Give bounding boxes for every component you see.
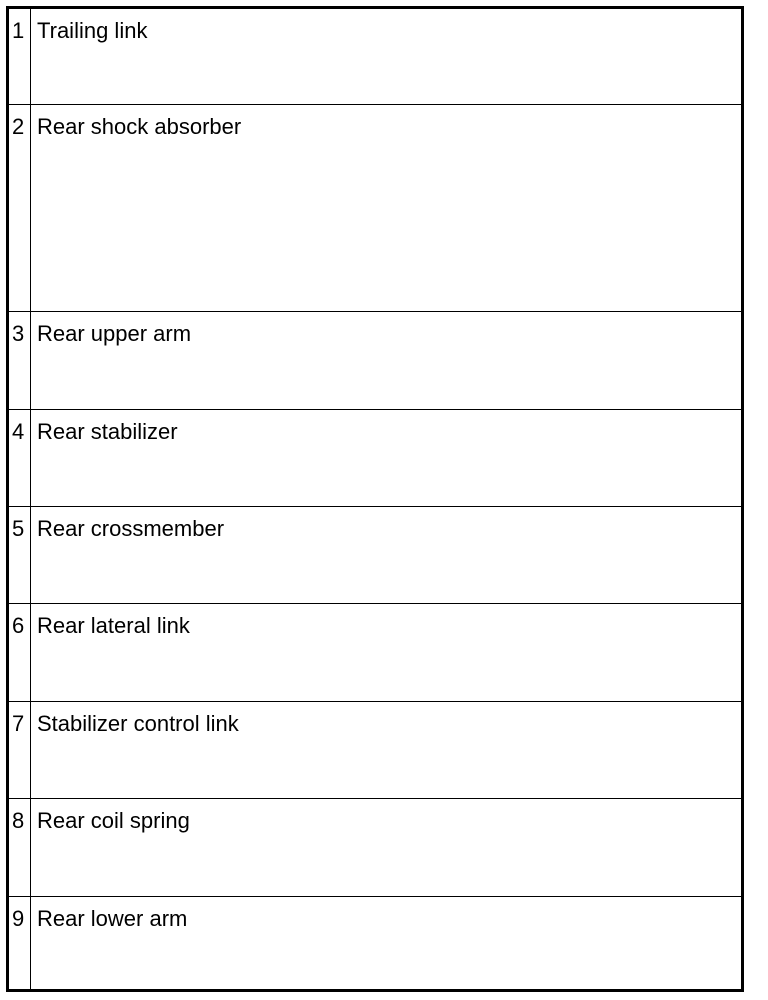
- part-name: Rear stabilizer: [37, 419, 178, 444]
- part-name: Rear crossmember: [37, 516, 225, 541]
- table-row: [9, 311, 741, 409]
- table-row: [9, 9, 741, 104]
- table-row: [9, 506, 741, 603]
- table-row: [9, 701, 741, 798]
- part-name: Rear coil spring: [37, 808, 190, 833]
- part-name: Rear lower arm: [37, 906, 188, 931]
- item-number-cell: [9, 507, 31, 603]
- table-row: [9, 104, 741, 311]
- part-name: Trailing link: [37, 18, 148, 43]
- item-number-cell: [9, 312, 31, 409]
- item-number: 4: [12, 419, 25, 444]
- item-number-cell: [9, 702, 31, 798]
- part-name: Rear upper arm: [37, 321, 192, 346]
- item-number-cell: [9, 9, 31, 104]
- item-number: 2: [12, 114, 25, 139]
- part-name: Stabilizer control link: [37, 711, 239, 736]
- table-row: [9, 798, 741, 896]
- table-row: [9, 896, 741, 989]
- item-number-cell: [9, 799, 31, 896]
- item-number: 7: [12, 711, 25, 736]
- item-number: 9: [12, 906, 25, 931]
- table-row: [9, 409, 741, 506]
- item-number-cell: [9, 897, 31, 989]
- table-row: [9, 603, 741, 701]
- item-number: 5: [12, 516, 25, 541]
- item-number-cell: [9, 604, 31, 701]
- item-number: 8: [12, 808, 25, 833]
- item-number: 1: [12, 18, 25, 43]
- parts-legend-table: [6, 6, 744, 992]
- item-number: 3: [12, 321, 25, 346]
- item-number: 6: [12, 613, 25, 638]
- item-number-cell: [9, 105, 31, 311]
- part-name: Rear lateral link: [37, 613, 190, 638]
- part-name: Rear shock absorber: [37, 114, 242, 139]
- item-number-cell: [9, 410, 31, 506]
